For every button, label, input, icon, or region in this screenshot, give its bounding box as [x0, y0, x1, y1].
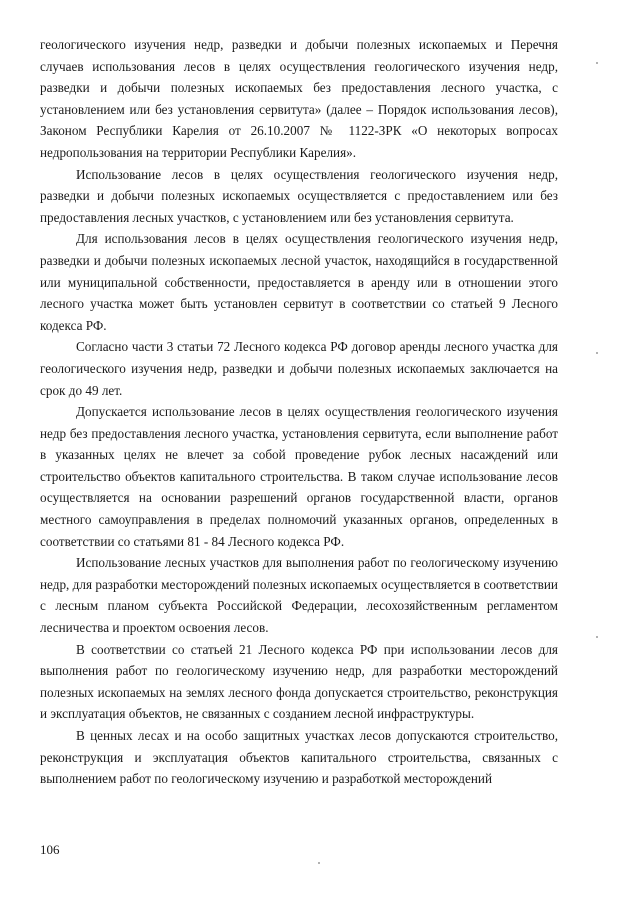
- paragraph-7: В соответствии со статьей 21 Лесного кодекса РФ при использовании лесов для выполнения работ по геологическому изучению недр, для разработки месторождений полезных ископаемых на землях лесного фонда допускается строительство, реконструкция и эксплуатация объектов, не связанных с созданием лесной инфраструктуры.: [40, 641, 558, 722]
- paragraph-2: Использование лесов в целях осуществления геологического изучения недр, разведки и добычи полезных ископаемых осуществляется с предоставлением или без предоставления лесных участков, с установлением или без установления сервитута.: [40, 166, 558, 225]
- scan-speck: [318, 862, 320, 864]
- paragraph-6: Использование лесных участков для выполнения работ по геологическому изучению недр, для разработки месторождений полезных ископаемых осуществляется в соответствии с лесным планом субъекта Российской Федерации, лесохозяйственным регламентом лесничества и проектом освоения лесов.: [40, 555, 558, 636]
- scan-speck: [596, 62, 598, 64]
- paragraph-8: В ценных лесах и на особо защитных участках лесов допускаются строительство, реконструкция и эксплуатация объектов капитального строительства, связанных с выполнением работ по геологическому изучению и разработкой месторождений: [40, 728, 558, 787]
- paragraph-3: Для использования лесов в целях осуществления геологического изучения недр, разведки и добычи полезных ископаемых лесной участок, находящийся в государственной или муниципальной собственности, предоставляется в аренду или в отношении этого лесного участка может быть установлен сервитут в соответствии со статьей 9 Лесного кодекса РФ.: [40, 231, 558, 333]
- page-number: 106: [40, 842, 60, 857]
- document-body: [40, 34, 558, 790]
- paragraph-5: Допускается использование лесов в целях осуществления геологического изучения недр без предоставления лесного участка, установления сервитута, если выполнение работ в указанных целях не влечет за собой проведение рубок лесных насаждений или строительство объектов капитального строительства. В таком случае использование лесов осуществляется на основании разрешений органов государственной власти, органов местного самоуправления в пределах полномочий указанных органов, определенных в соответствии со статьями 81 - 84 Лесного кодекса РФ.: [40, 404, 558, 549]
- paragraph-1: геологического изучения недр, разведки и добычи полезных ископаемых и Перечня случаев использования лесов в целях осуществления геологического изучения недр, разведки и добычи полезных ископаемых без предоставления лесного участка, с установлением или без установления сервитута» (далее – Порядок использования лесов), Законом Республики Карелия от 26.10.2007 № 1122-ЗРК «О некоторых вопросах недропользования на территории Республики Карелия».: [40, 37, 558, 160]
- paragraph-4: Согласно части 3 статьи 72 Лесного кодекса РФ договор аренды лесного участка для геологического изучения недр, разведки и добычи полезных ископаемых заключается на срок до 49 лет.: [40, 339, 558, 398]
- scan-speck: [596, 352, 598, 354]
- scan-speck: [596, 636, 598, 638]
